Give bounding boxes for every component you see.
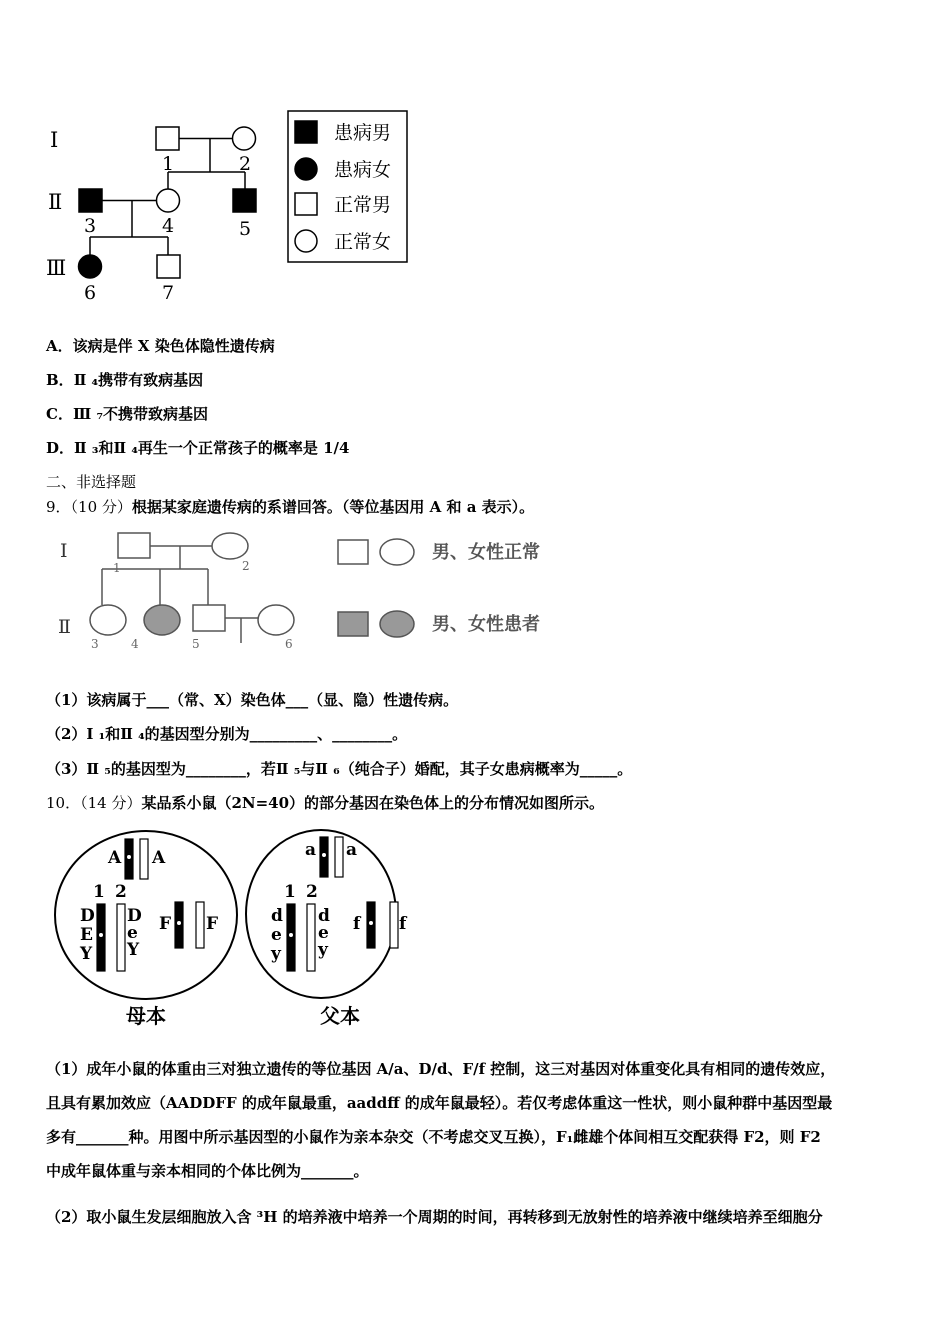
pedigree2-individual-6 bbox=[258, 605, 294, 635]
pedigree2-individual-5 bbox=[193, 605, 225, 631]
mother-gene-left-1: D bbox=[80, 906, 95, 926]
pedigree1-individual-5 bbox=[233, 189, 256, 212]
pedigree-chart-1 bbox=[0, 0, 950, 320]
pedigree2-id-4: 4 bbox=[131, 637, 139, 651]
pedigree2-gen-II: Ⅱ bbox=[58, 616, 71, 638]
q8-option-b: B．Ⅱ ₄携带有致病基因 bbox=[46, 371, 204, 389]
legend2-affected-male-icon bbox=[338, 612, 368, 636]
mother-gene-left-2: E bbox=[80, 925, 93, 945]
q10-sub1-line-1: （1）成年小鼠的体重由三对独立遗传的等位基因 A/a、D/d、F/f 控制，这三对基因对体重变化具有相同的遗传效应， bbox=[46, 1060, 836, 1078]
q10-stem: 10．（14 分）某品系小鼠（2N=40）的部分基因在染色体上的分布情况如图所示。 bbox=[46, 794, 605, 812]
mother-chromosome-f2 bbox=[196, 902, 204, 948]
pedigree1-id-1: 1 bbox=[162, 153, 175, 175]
father-chromosome-f2 bbox=[390, 902, 398, 948]
q10-sub1-line-3: 多有_______种。用图中所示基因型的小鼠作为亲本杂交（不考虑交叉互换），F₁雌雄个体间相互交配获得 F2，则 F2 bbox=[46, 1128, 821, 1146]
father-gene-f-right: f bbox=[399, 914, 407, 934]
legend-affected-female-icon bbox=[295, 158, 317, 180]
mother-gene-left-3: Y bbox=[80, 944, 93, 964]
pedigree2-individual-4 bbox=[144, 605, 180, 635]
father-num-2: 2 bbox=[306, 882, 318, 902]
pedigree2-id-3: 3 bbox=[91, 637, 99, 651]
pedigree1-individual-3 bbox=[79, 189, 102, 212]
chromosome-figure bbox=[0, 825, 460, 1035]
father-chromosome-2 bbox=[307, 904, 315, 971]
legend-label-normal-female: 正常女 bbox=[334, 231, 392, 253]
pedigree1-individual-4 bbox=[157, 189, 180, 212]
legend2-label-normal: 男、女性正常 bbox=[432, 542, 540, 563]
legend2-label-affected: 男、女性患者 bbox=[432, 614, 540, 635]
mother-chromosome-2 bbox=[117, 904, 125, 971]
pedigree1-id-3: 3 bbox=[84, 215, 97, 237]
father-gene-right-2: e bbox=[318, 923, 329, 943]
pedigree2-id-2: 2 bbox=[242, 559, 250, 573]
pedigree-chart-2 bbox=[0, 525, 600, 660]
father-label: 父本 bbox=[320, 1004, 360, 1028]
mother-gene-right-3: Y bbox=[127, 940, 140, 960]
pedigree1-individual-7 bbox=[157, 255, 180, 278]
father-gene-a-left: a bbox=[305, 840, 317, 860]
mother-gene-A-right: A bbox=[152, 848, 166, 868]
pedigree1-individual-1 bbox=[156, 127, 179, 150]
q9-sub1: （1）该病属于___（常、X）染色体___（显、隐）性遗传病。 bbox=[46, 691, 459, 709]
pedigree1-gen-III: Ⅲ bbox=[46, 256, 67, 280]
pedigree2-id-5: 5 bbox=[192, 637, 200, 651]
legend2-normal-male-icon bbox=[338, 540, 368, 564]
q8-option-d: D．Ⅱ ₃和Ⅱ ₄再生一个正常孩子的概率是 1/4 bbox=[46, 439, 350, 457]
pedigree2-individual-2 bbox=[212, 533, 248, 559]
father-num-1: 1 bbox=[284, 882, 296, 902]
pedigree1-gen-I: Ⅰ bbox=[50, 128, 59, 152]
legend2-normal-female-icon bbox=[380, 539, 414, 565]
mother-gene-right-2: e bbox=[127, 923, 138, 943]
mother-label: 母本 bbox=[126, 1004, 166, 1028]
father-chromosome-a2 bbox=[335, 837, 343, 877]
legend-label-affected-female: 患病女 bbox=[334, 159, 392, 181]
q9-sub2: （2）Ⅰ ₁和Ⅱ ₄的基因型分别为_________、________。 bbox=[46, 725, 408, 743]
pedigree2-individual-1 bbox=[118, 533, 150, 558]
father-chromosome-1 bbox=[287, 904, 295, 971]
pedigree2-gen-I: Ⅰ bbox=[60, 540, 68, 562]
q10-sub2: （2）取小鼠生发层细胞放入含 ³H 的培养液中培养一个周期的时间，再转移到无放射性的培养液中继续培养至细胞分 bbox=[46, 1208, 823, 1226]
pedigree1-individual-2 bbox=[233, 127, 256, 150]
section-heading: 二、非选择题 bbox=[46, 473, 137, 491]
legend-label-normal-male: 正常男 bbox=[334, 194, 392, 216]
mother-gene-right-1: D bbox=[127, 906, 142, 926]
legend-affected-male-icon bbox=[295, 121, 317, 143]
mother-chromosome-1 bbox=[97, 904, 105, 971]
legend-normal-female-icon bbox=[295, 230, 317, 252]
mother-gene-F-right: F bbox=[206, 914, 219, 934]
pedigree1-id-7: 7 bbox=[162, 282, 175, 304]
father-gene-right-1: d bbox=[318, 906, 330, 926]
mother-gene-A-left: A bbox=[108, 848, 122, 868]
father-gene-left-1: d bbox=[271, 906, 283, 926]
father-gene-left-3: y bbox=[271, 944, 281, 964]
pedigree2-id-6: 6 bbox=[285, 637, 293, 651]
mother-num-2: 2 bbox=[115, 882, 127, 902]
q9-sub3: （3）Ⅱ ₅的基因型为________，若Ⅱ ₅与Ⅱ ₆（纯合子）婚配，其子女患病概率为_____。 bbox=[46, 760, 633, 778]
pedigree1-id-4: 4 bbox=[162, 215, 175, 237]
q10-sub1-line-2: 且具有累加效应（AADDFF 的成年鼠最重，aaddff 的成年鼠最轻）。若仅考虑体重这一性状，则小鼠种群中基因型最 bbox=[46, 1094, 833, 1112]
q8-option-a: A．该病是伴 X 染色体隐性遗传病 bbox=[46, 337, 275, 355]
mother-chromosome-a2 bbox=[140, 839, 148, 879]
pedigree1-id-6: 6 bbox=[84, 282, 97, 304]
pedigree1-gen-II: Ⅱ bbox=[48, 190, 63, 214]
q10-sub1-line-4: 中成年鼠体重与亲本相同的个体比例为_______。 bbox=[46, 1162, 369, 1180]
pedigree2-individual-3 bbox=[90, 605, 126, 635]
father-gene-right-3: y bbox=[318, 940, 328, 960]
q9-stem: 9．（10 分）根据某家庭遗传病的系谱回答。（等位基因用 A 和 a 表示）。 bbox=[46, 498, 535, 516]
pedigree2-id-1: 1 bbox=[113, 561, 121, 575]
father-gene-a-right: a bbox=[346, 840, 358, 860]
legend-normal-male-icon bbox=[295, 193, 317, 215]
legend2-affected-female-icon bbox=[380, 611, 414, 637]
q8-option-c: C．Ⅲ ₇不携带致病基因 bbox=[46, 405, 209, 423]
father-gene-left-2: e bbox=[271, 925, 282, 945]
pedigree1-individual-6 bbox=[79, 255, 102, 278]
legend-label-affected-male: 患病男 bbox=[334, 122, 392, 144]
pedigree1-id-2: 2 bbox=[239, 153, 252, 175]
father-gene-f-left: f bbox=[353, 914, 361, 934]
mother-gene-F-left: F bbox=[159, 914, 172, 934]
q10-sub1 bbox=[46, 1058, 906, 1194]
pedigree1-id-5: 5 bbox=[239, 218, 252, 240]
mother-num-1: 1 bbox=[93, 882, 105, 902]
